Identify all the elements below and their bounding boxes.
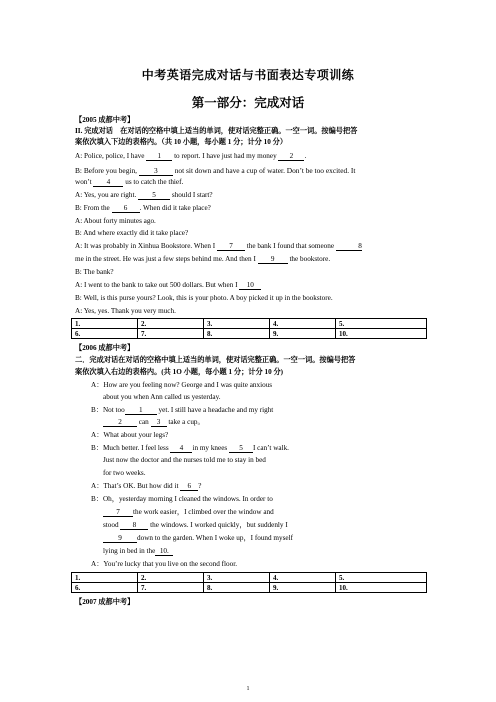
dialogue-line: A：How are you feeling now? George and I was quite anxious [91, 381, 273, 389]
blank-10: 10 [239, 281, 261, 290]
blank-9: 9 [103, 534, 137, 543]
blank-5: 5 [229, 444, 253, 453]
answer-cell[interactable]: 10. [336, 329, 427, 339]
blank-7: 7 [217, 242, 245, 251]
answer-cell[interactable]: 8. [204, 329, 270, 339]
answer-cell[interactable]: 9. [270, 583, 336, 593]
answer-cell[interactable]: 8. [204, 583, 270, 593]
dialogue-line: A: Yes, yes. Thank you very much. [75, 307, 176, 315]
dialogue-line: B：Much better. I feel less 4 in my knees 5 I can’t walk. [91, 444, 289, 452]
instruction-line: II. 完成对话 在对话的空格中填上适当的单词，使对话完整正确。一空一词。按编号把答 [75, 127, 358, 135]
answer-cell[interactable]: 1. [72, 319, 138, 329]
dialogue-line: won’t 4 us to catch the thief. [75, 178, 184, 186]
blank-7: 7 [103, 508, 133, 517]
answer-cell[interactable]: 5. [336, 573, 427, 583]
dialogue-line: B: Before you begin, 3 not sit down and have a cup of water. Don’t be too excited. It [75, 166, 356, 175]
blank-8: 8 [336, 242, 362, 251]
table-row [72, 329, 427, 339]
answer-cell[interactable]: 3. [204, 319, 270, 329]
table-row [72, 319, 427, 329]
dialogue-line: B: The bank? [75, 268, 114, 276]
dialogue-line: A：What about your legs? [91, 431, 169, 439]
answer-table-2005 [71, 318, 427, 339]
dialogue-line: A: Yes, you are right. 5 should I start? [75, 191, 213, 199]
dialogue-line: for two weeks. [103, 469, 146, 477]
dialogue-line: B：Oh，yesterday morning I cleaned the windows. In order to [91, 495, 273, 503]
answer-cell[interactable]: 2. [138, 319, 204, 329]
answer-cell[interactable]: 4. [270, 319, 336, 329]
answer-table-2006 [71, 572, 427, 593]
dialogue-line: stood 8 the windows. I worked quickly，but suddenly I [103, 521, 288, 529]
year-tag-2005: 【2005 成都中考】 [75, 116, 135, 124]
blank-4: 4 [93, 178, 123, 187]
blank-9: 9 [258, 255, 288, 264]
blank-3: 3 [151, 418, 167, 427]
blank-1: 1 [146, 152, 172, 161]
dialogue-line: lying in bed in the 10. [103, 547, 173, 556]
table-row [72, 583, 427, 593]
year-tag-2007: 【2007 成都中考】 [75, 598, 135, 606]
blank-2: 2 [278, 152, 304, 161]
blank-3: 3 [139, 167, 173, 176]
dialogue-line: A：That’s OK. But how did it 6 ? [91, 482, 202, 490]
dialogue-line: A: About forty minutes ago. [75, 217, 156, 225]
instruction-line: 案依次填入下边的表格内。（共 10 小题，每小题 1 分；计分 10 分） [75, 138, 288, 146]
blank-4: 4 [170, 444, 192, 453]
dialogue-line: 2 can 3 take a cup。 [103, 418, 205, 427]
blank-6: 6 [112, 204, 140, 213]
answer-cell[interactable]: 3. [204, 573, 270, 583]
blank-10: 10. [155, 547, 173, 556]
dialogue-line: me in the street. He was just a few steps behind me. And then I 9 the bookstore. [75, 255, 331, 263]
dialogue-line: about you when Ann called us yesterday. [103, 393, 221, 401]
answer-cell[interactable]: 7. [138, 329, 204, 339]
dialogue-line: Just now the doctor and the nurses told me to stay in bed [103, 456, 266, 464]
dialogue-line: B：Not too 1 yet. I still have a headache and my right [91, 406, 274, 414]
page-title: 中考英语完成对话与书面表达专项训练 [141, 68, 355, 82]
dialogue-line: 9 down to the garden. When I woke up，I found myself [103, 534, 293, 543]
answer-cell[interactable]: 9. [270, 329, 336, 339]
blank-1: 1 [125, 406, 157, 415]
page-number: 1 [246, 686, 250, 692]
instruction-line: 二．完成对话在对话的空格中填上适当的单词，使对话完整正确。一空一词。按编号把答 [75, 356, 356, 364]
dialogue-line: B: And where exactly did it take place? [75, 229, 189, 237]
dialogue-line: A: Police, police, I have 1 to report. I have just had my money 2 . [75, 152, 307, 160]
year-tag-2006: 【2006 成都中考】 [75, 344, 135, 352]
section-heading: 第一部分：完成对话 [191, 96, 305, 110]
dialogue-line: B: Well, is this purse yours? Look, this is your photo. A boy picked it up in the bookstore. [75, 294, 333, 302]
blank-6: 6 [180, 482, 198, 491]
blank-2: 2 [103, 418, 137, 427]
answer-cell[interactable]: 5. [336, 319, 427, 329]
dialogue-line: B: From the 6 . When did it take place? [75, 204, 211, 212]
answer-cell[interactable]: 1. [72, 573, 138, 583]
instruction-line: 案依次填入右边的表格内。(共 1O 小题，每小题 1 分；计分 10 分) [75, 368, 284, 376]
answer-cell[interactable]: 10. [336, 583, 427, 593]
blank-8: 8 [120, 521, 148, 530]
table-row [72, 573, 427, 583]
dialogue-line: A：You’re lucky that you live on the second floor. [91, 560, 237, 568]
answer-cell[interactable]: 6. [72, 329, 138, 339]
dialogue-line: 7 the work easier，I climbed over the window and [103, 508, 274, 517]
answer-cell[interactable]: 6. [72, 583, 138, 593]
answer-cell[interactable]: 7. [138, 583, 204, 593]
dialogue-line: A: It was probably in Xinhua Bookstore. When I 7 the bank I found that someone 8 [75, 242, 362, 250]
answer-cell[interactable]: 4. [270, 573, 336, 583]
answer-cell[interactable]: 2. [138, 573, 204, 583]
blank-5: 5 [138, 191, 170, 200]
dialogue-line: A: I went to the bank to take out 500 dollars. But when I 10 [75, 281, 261, 290]
